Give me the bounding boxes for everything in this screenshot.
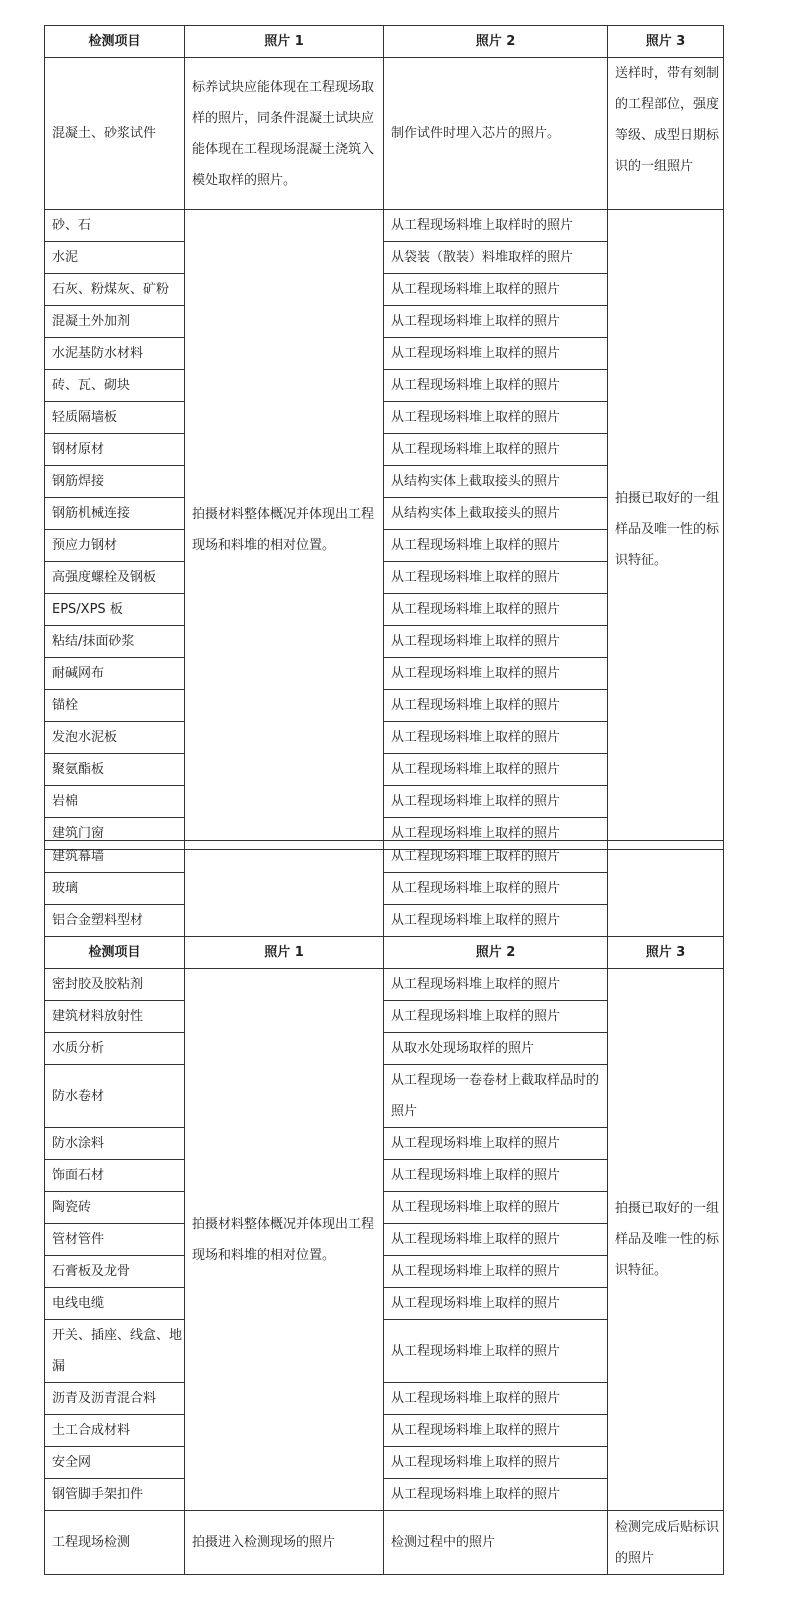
item-cell: 水质分析 — [45, 1033, 185, 1065]
item-cell: 粘结/抹面砂浆 — [45, 626, 185, 658]
photo1-cell: 拍摄材料整体概况并体现出工程现场和料堆的相对位置。 — [185, 969, 384, 1511]
item-cell: 土工合成材料 — [45, 1415, 185, 1447]
item-cell: 锚栓 — [45, 690, 185, 722]
item-cell: 沥青及沥青混合料 — [45, 1383, 185, 1415]
item-cell: 石灰、粉煤灰、矿粉 — [45, 274, 185, 306]
item-cell: 混凝土、砂浆试件 — [45, 58, 185, 210]
photo2-cell: 从工程现场料堆上取样的照片 — [384, 873, 608, 905]
table-row — [45, 841, 724, 873]
sampling-table-1 — [44, 25, 724, 850]
photo3-cell: 拍摄已取好的一组样品及唯一性的标识特征。 — [608, 969, 724, 1511]
photo2-cell: 从工程现场料堆上取样的照片 — [384, 338, 608, 370]
item-cell: 发泡水泥板 — [45, 722, 185, 754]
photo1-cell: 标养试块应能体现在工程现场取样的照片，同条件混凝土试块应能体现在工程现场混凝土浇筑入模处取样的照片。 — [185, 58, 384, 210]
photo2-cell: 从工程现场料堆上取样的照片 — [384, 690, 608, 722]
header-item: 检测项目 — [45, 26, 185, 58]
photo2-cell: 从工程现场料堆上取样的照片 — [384, 562, 608, 594]
item-cell: 预应力钢材 — [45, 530, 185, 562]
photo3-cell — [608, 841, 724, 937]
header-photo-3: 照片 3 — [608, 26, 724, 58]
photo2-cell: 从工程现场料堆上取样的照片 — [384, 434, 608, 466]
photo3-cell: 送样时，带有刻制的工程部位，强度等级、成型日期标识的一组照片 — [608, 58, 724, 210]
item-cell: 开关、插座、线盒、地漏 — [45, 1320, 185, 1383]
item-cell: 岩棉 — [45, 786, 185, 818]
photo1-cell: 拍摄进入检测现场的照片 — [185, 1511, 384, 1575]
header-item: 检测项目 — [45, 937, 185, 969]
photo2-cell: 从工程现场料堆上取样的照片 — [384, 402, 608, 434]
photo2-cell: 检测过程中的照片 — [384, 1511, 608, 1575]
photo2-cell: 从工程现场料堆上取样的照片 — [384, 1415, 608, 1447]
sampling-table-2 — [44, 840, 724, 1575]
photo3-cell: 检测完成后贴标识的照片 — [608, 1511, 724, 1575]
item-cell: 陶瓷砖 — [45, 1192, 185, 1224]
photo2-cell: 从工程现场料堆上取样的照片 — [384, 1256, 608, 1288]
photo2-cell: 从工程现场料堆上取样的照片 — [384, 1192, 608, 1224]
item-cell: 高强度螺栓及钢板 — [45, 562, 185, 594]
item-cell: 石膏板及龙骨 — [45, 1256, 185, 1288]
photo2-cell: 从工程现场料堆上取样的照片 — [384, 1383, 608, 1415]
item-cell: 水泥基防水材料 — [45, 338, 185, 370]
header-photo-1: 照片 1 — [185, 26, 384, 58]
item-cell: 耐碱网布 — [45, 658, 185, 690]
table-row — [45, 1511, 724, 1575]
item-cell: 电线电缆 — [45, 1288, 185, 1320]
photo2-cell: 从工程现场料堆上取样的照片 — [384, 818, 608, 850]
photo1-cell — [185, 841, 384, 937]
photo2-cell: 从工程现场料堆上取样的照片 — [384, 274, 608, 306]
photo2-cell: 从工程现场料堆上取样的照片 — [384, 1447, 608, 1479]
item-cell: 建筑材料放射性 — [45, 1001, 185, 1033]
item-cell: 钢筋焊接 — [45, 466, 185, 498]
photo2-cell: 从结构实体上截取接头的照片 — [384, 498, 608, 530]
photo2-cell: 从工程现场料堆上取样的照片 — [384, 594, 608, 626]
photo2-cell: 从工程现场料堆上取样时的照片 — [384, 210, 608, 242]
table-row — [45, 969, 724, 1001]
photo3-cell: 拍摄已取好的一组样品及唯一性的标识特征。 — [608, 210, 724, 850]
photo2-cell: 从工程现场料堆上取样的照片 — [384, 786, 608, 818]
photo2-cell: 从工程现场料堆上取样的照片 — [384, 1128, 608, 1160]
item-cell: 砂、石 — [45, 210, 185, 242]
item-cell: 管材管件 — [45, 1224, 185, 1256]
item-cell: 砖、瓦、砌块 — [45, 370, 185, 402]
item-cell: 防水涂料 — [45, 1128, 185, 1160]
item-cell: 密封胶及胶粘剂 — [45, 969, 185, 1001]
item-cell: 水泥 — [45, 242, 185, 274]
table-row — [45, 58, 724, 210]
photo2-cell: 从工程现场料堆上取样的照片 — [384, 626, 608, 658]
photo2-cell: 从工程现场料堆上取样的照片 — [384, 841, 608, 873]
photo2-cell: 从工程现场料堆上取样的照片 — [384, 1224, 608, 1256]
header-photo-3: 照片 3 — [608, 937, 724, 969]
photo2-cell: 从工程现场料堆上取样的照片 — [384, 1479, 608, 1511]
item-cell: 玻璃 — [45, 873, 185, 905]
table-row — [45, 210, 724, 242]
photo2-cell: 从工程现场料堆上取样的照片 — [384, 1160, 608, 1192]
photo1-cell: 拍摄材料整体概况并体现出工程现场和料堆的相对位置。 — [185, 210, 384, 850]
item-cell: 轻质隔墙板 — [45, 402, 185, 434]
item-cell: 钢材原材 — [45, 434, 185, 466]
photo2-cell: 从工程现场料堆上取样的照片 — [384, 370, 608, 402]
photo2-cell: 从工程现场料堆上取样的照片 — [384, 1288, 608, 1320]
item-cell: 聚氨酯板 — [45, 754, 185, 786]
item-cell: 铝合金塑料型材 — [45, 905, 185, 937]
item-cell: 安全网 — [45, 1447, 185, 1479]
header-row — [45, 26, 724, 58]
header-photo-1: 照片 1 — [185, 937, 384, 969]
photo2-cell: 从工程现场料堆上取样的照片 — [384, 306, 608, 338]
photo2-cell: 从工程现场料堆上取样的照片 — [384, 1320, 608, 1383]
item-cell: 工程现场检测 — [45, 1511, 185, 1575]
item-cell: 建筑门窗 — [45, 818, 185, 850]
item-cell: 钢管脚手架扣件 — [45, 1479, 185, 1511]
header-photo-2: 照片 2 — [384, 937, 608, 969]
item-cell: 防水卷材 — [45, 1065, 185, 1128]
photo2-cell: 从取水处现场取样的照片 — [384, 1033, 608, 1065]
photo2-cell: 从工程现场一卷卷材上截取样品时的照片 — [384, 1065, 608, 1128]
item-cell: 饰面石材 — [45, 1160, 185, 1192]
item-cell: 建筑幕墙 — [45, 841, 185, 873]
item-cell: 钢筋机械连接 — [45, 498, 185, 530]
photo2-cell: 从袋装（散装）料堆取样的照片 — [384, 242, 608, 274]
photo2-cell: 从工程现场料堆上取样的照片 — [384, 969, 608, 1001]
photo2-cell: 制作试件时埋入芯片的照片。 — [384, 58, 608, 210]
photo2-cell: 从工程现场料堆上取样的照片 — [384, 722, 608, 754]
photo2-cell: 从结构实体上截取接头的照片 — [384, 466, 608, 498]
item-cell: 混凝土外加剂 — [45, 306, 185, 338]
photo2-cell: 从工程现场料堆上取样的照片 — [384, 658, 608, 690]
item-cell: EPS/XPS 板 — [45, 594, 185, 626]
photo2-cell: 从工程现场料堆上取样的照片 — [384, 905, 608, 937]
header-row — [45, 937, 724, 969]
photo2-cell: 从工程现场料堆上取样的照片 — [384, 1001, 608, 1033]
photo2-cell: 从工程现场料堆上取样的照片 — [384, 754, 608, 786]
photo2-cell: 从工程现场料堆上取样的照片 — [384, 530, 608, 562]
header-photo-2: 照片 2 — [384, 26, 608, 58]
